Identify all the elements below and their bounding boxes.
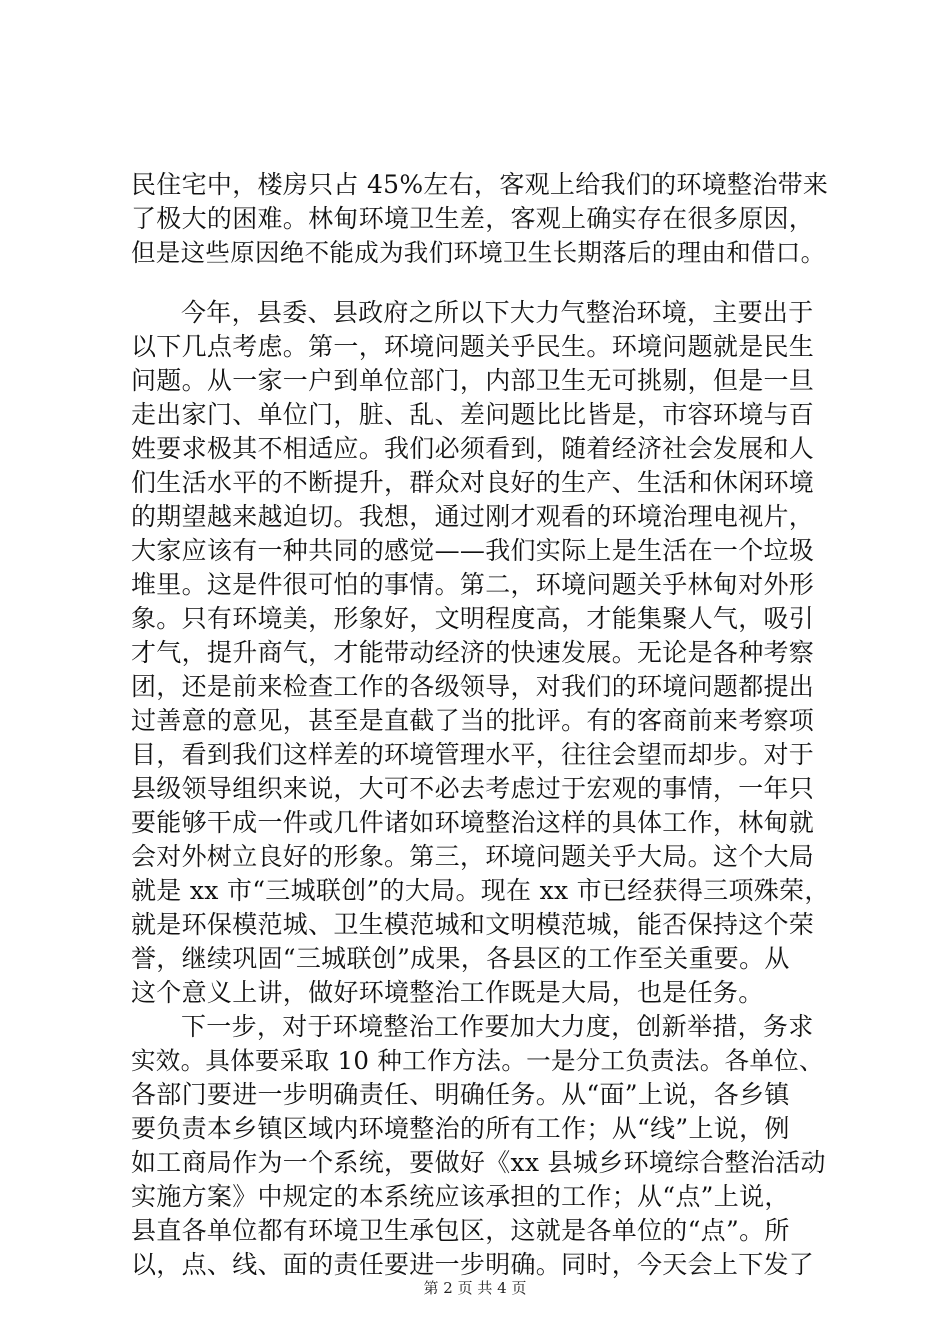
text-line: 这个意义上讲，做好环境整治工作既是大局，也是任务。 [131, 978, 764, 1007]
text-line: 走出家门、单位门，脏、乱、差问题比比皆是，市容环境与百 [131, 400, 815, 429]
text-line: 堆里。这是件很可怕的事情。第二，环境问题关乎林甸对外形 [131, 570, 815, 599]
text-line: 县直各单位都有环境卫生承包区，这就是各单位的“点”。所 [131, 1216, 790, 1245]
text-line: 下一步，对于环境整治工作要加大力度，创新举措，务求 [181, 1012, 814, 1041]
text-line: 象。只有环境美，形象好，文明程度高，才能集聚人气，吸引 [131, 604, 815, 633]
text-line: 就是环保模范城、卫生模范城和文明模范城，能否保持这个荣 [131, 910, 815, 939]
text-line: 各部门要进一步明确责任、明确任务。从“面”上说，各乡镇 [131, 1080, 790, 1109]
text-line: 民住宅中，楼房只占 45%左右，客观上给我们的环境整治带来 [131, 170, 829, 199]
text-line: 的期望越来越迫切。我想，通过刚才观看的环境治理电视片， [131, 502, 815, 531]
text-line: 要能够干成一件或几件诸如环境整治这样的具体工作，林甸就 [131, 808, 815, 837]
text-line: 如工商局作为一个系统，要做好《xx 县城乡环境综合整治活动 [131, 1148, 826, 1177]
text-line: 但是这些原因绝不能成为我们环境卫生长期落后的理由和借口。 [131, 238, 826, 267]
text-line: 们生活水平的不断提升，群众对良好的生产、生活和休闲环境 [131, 468, 815, 497]
text-line: 了极大的困难。林甸环境卫生差，客观上确实存在很多原因， [131, 204, 815, 233]
text-line: 团，还是前来检查工作的各级领导，对我们的环境问题都提出 [131, 672, 815, 701]
text-line: 县级领导组织来说，大可不必去考虑过于宏观的事情，一年只 [131, 774, 815, 803]
text-line: 问题。从一家一户到单位部门，内部卫生无可挑剔，但是一旦 [131, 366, 815, 395]
text-line: 誉，继续巩固“三城联创”成果，各县区的工作至关重要。从 [131, 944, 790, 973]
page-footer: 第 2 页 共 4 页 [423, 1279, 527, 1297]
text-line: 要负责本乡镇区域内环境整治的所有工作；从“线”上说，例 [131, 1114, 790, 1143]
text-line: 过善意的意见，甚至是直截了当的批评。有的客商前来考察项 [131, 706, 815, 735]
text-line: 目，看到我们这样差的环境管理水平，往往会望而却步。对于 [131, 740, 815, 769]
text-line: 会对外树立良好的形象。第三，环境问题关乎大局。这个大局 [131, 842, 815, 871]
text-line: 大家应该有一种共同的感觉——我们实际上是生活在一个垃圾 [131, 536, 815, 565]
text-line: 以下几点考虑。第一，环境问题关乎民生。环境问题就是民生 [131, 332, 815, 361]
text-line: 才气，提升商气，才能带动经济的快速发展。无论是各种考察 [131, 638, 815, 667]
text-line: 就是 xx 市“三城联创”的大局。现在 xx 市已经获得三项殊荣， [131, 876, 830, 905]
text-line: 以，点、线、面的责任要进一步明确。同时，今天会上下发了 [131, 1250, 815, 1279]
text-line: 实效。具体要采取 10 种工作方法。一是分工负责法。各单位、 [131, 1046, 824, 1075]
text-line: 实施方案》中规定的本系统应该承担的工作；从“点”上说， [131, 1182, 790, 1211]
text-line: 今年，县委、县政府之所以下大力气整治环境，主要出于 [181, 298, 814, 327]
text-line: 姓要求极其不相适应。我们必须看到，随着经济社会发展和人 [131, 434, 815, 463]
